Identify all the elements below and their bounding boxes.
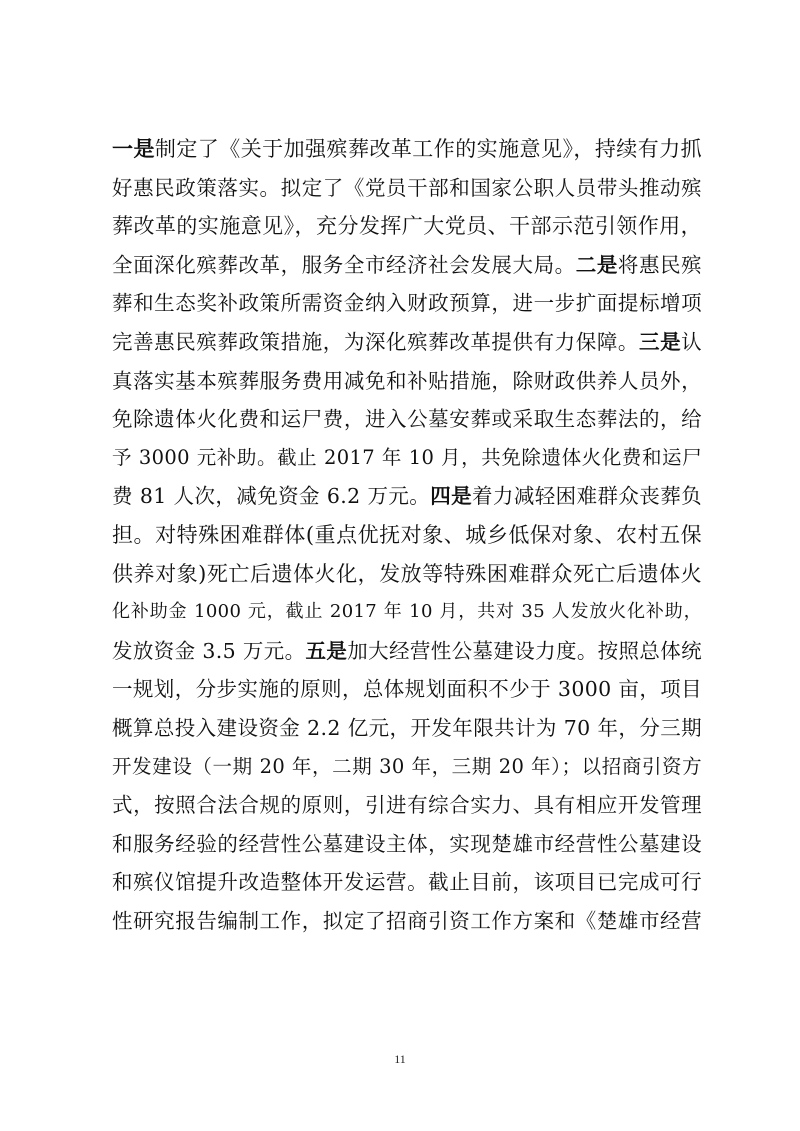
- text-segment: 一规划，分步实施的原则，总体规划面积不少于 3000 亩，项目: [112, 677, 702, 702]
- text-segment: 供养对象)死亡后遗体火化，发放等特殊困难群众死亡后遗体火: [112, 561, 702, 586]
- text-segment: 真落实基本殡葬服务费用减免和补贴措施，除财政供养人员外，: [112, 368, 702, 393]
- text-line: [112, 477, 702, 516]
- text-segment: 免除遗体火化费和运尸费，进入公墓安葬或采取生态葬法的，给: [112, 407, 702, 432]
- text-segment: 葬和生态奖补政策所需资金纳入财政预算，进一步扩面提标增项: [112, 291, 702, 316]
- text-line: [112, 362, 702, 401]
- text-line: [112, 670, 702, 709]
- text-segment: 全面深化殡葬改革，服务全市经济社会发展大局。: [112, 252, 576, 277]
- text-segment: 予 3000 元补助。截止 2017 年 10 月，共免除遗体火化费和运尸: [112, 445, 702, 469]
- text-line: [112, 439, 702, 478]
- text-line: [112, 246, 702, 285]
- text-line: [112, 169, 702, 208]
- text-line: [112, 709, 702, 748]
- body-text: [112, 130, 702, 940]
- text-line: [112, 632, 702, 671]
- text-line: [112, 555, 702, 594]
- text-segment: 和服务经验的经营性公墓建设主体，实现楚雄市经营性公墓建设: [112, 831, 702, 856]
- text-segment: 葬改革的实施意见》，充分发挥广大党员、干部示范引领作用，: [112, 214, 702, 239]
- text-line: [112, 284, 702, 323]
- bold-lead-text: 五是: [305, 638, 348, 663]
- text-line: [112, 748, 702, 787]
- text-segment: 费 81 人次，减免资金 6.2 万元。: [112, 484, 431, 509]
- text-line: [112, 400, 702, 439]
- text-line: [112, 207, 702, 246]
- text-line: [112, 516, 702, 555]
- text-line: [112, 323, 702, 362]
- bold-lead-text: 四是: [430, 484, 473, 509]
- bold-lead-text: 二是: [575, 252, 618, 277]
- text-segment: 化补助金 1000 元，截止 2017 年 10 月，共对 35 人发放火化补助，: [112, 601, 702, 623]
- text-segment: 式，按照合法合规的原则，引进有综合实力、具有相应开发管理: [112, 793, 702, 818]
- text-line: [112, 902, 702, 941]
- text-segment: 担。对特殊困难群体(重点优抚对象、城乡低保对象、农村五保: [112, 522, 702, 547]
- text-segment: 性研究报告编制工作，拟定了招商引资工作方案和《楚雄市经营: [112, 908, 702, 933]
- text-segment: 好惠民政策落实。拟定了《党员干部和国家公职人员带头推动殡: [112, 175, 702, 200]
- text-segment: 开发建设（一期 20 年，二期 30 年，三期 20 年）；以招商引资方: [112, 754, 702, 778]
- text-segment: 完善惠民殡葬政策措施，为深化殡葬改革提供有力保障。: [112, 329, 639, 354]
- text-segment: 发放资金 3.5 万元。: [112, 638, 306, 663]
- bold-lead-text: 一是: [112, 137, 155, 161]
- text-line: [112, 863, 702, 902]
- text-segment: 和殡仪馆提升改造整体开发运营。截止目前，该项目已完成可行: [112, 870, 702, 895]
- bold-lead-text: 三是: [638, 329, 682, 354]
- text-segment: 将惠民殡: [617, 252, 703, 277]
- text-line: [112, 130, 702, 169]
- text-line: [112, 786, 702, 825]
- page-number: 11: [394, 1052, 406, 1066]
- text-segment: 加大经营性公墓建设力度。按照总体统: [347, 638, 703, 663]
- text-segment: 着力减轻困难群众丧葬负: [472, 484, 702, 509]
- text-segment: 制定了《关于加强殡葬改革工作的实施意见》，持续有力抓: [154, 137, 702, 161]
- text-segment: 概算总投入建设资金 2.2 亿元，开发年限共计为 70 年，分三期: [112, 715, 702, 740]
- text-line: [112, 825, 702, 864]
- text-line: [112, 593, 702, 632]
- text-segment: 认: [681, 329, 703, 354]
